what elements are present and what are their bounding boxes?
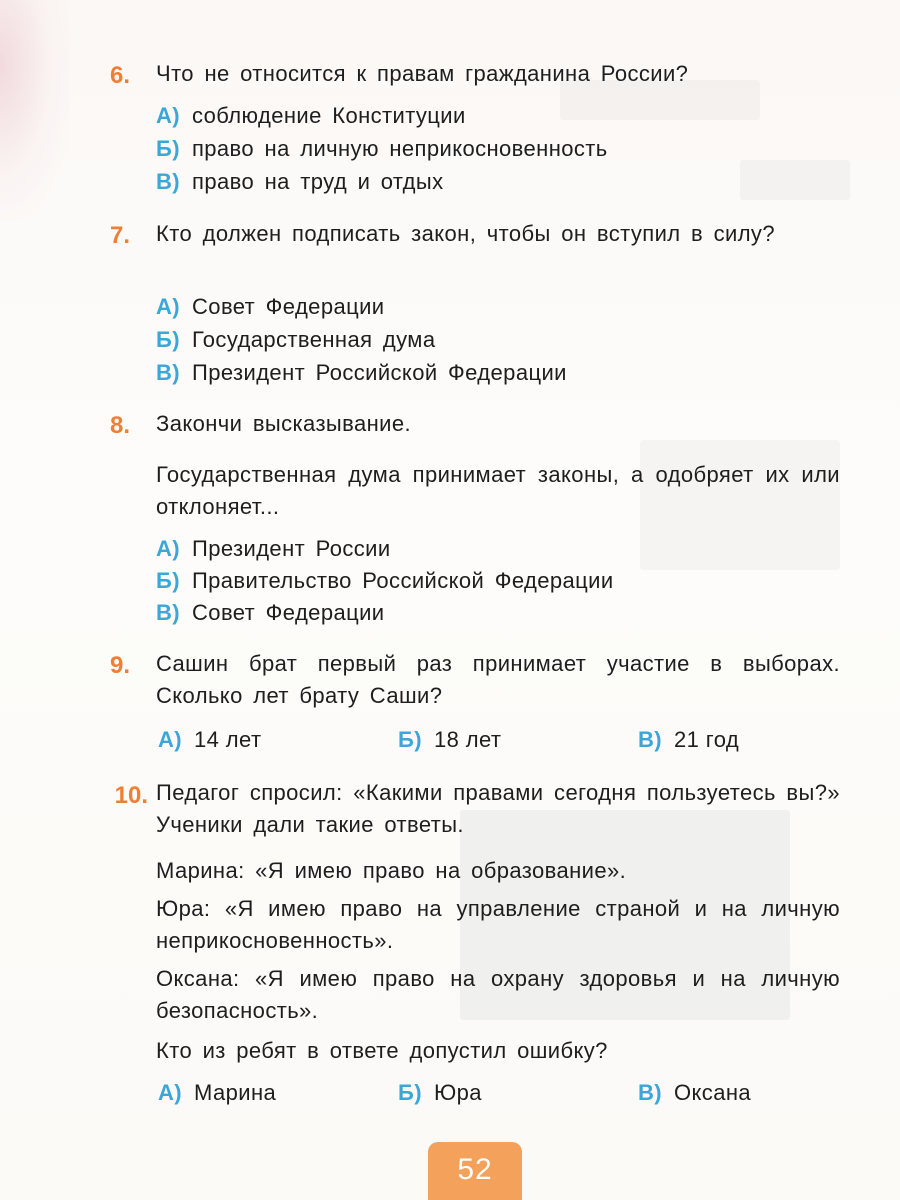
question-prompt: Кто из ребят в ответе допустил ошибку? bbox=[156, 1038, 608, 1063]
page-number: 52 bbox=[428, 1142, 522, 1200]
option-a[interactable] bbox=[156, 291, 384, 323]
option-text: Совет Федерации bbox=[192, 294, 385, 319]
option-b[interactable] bbox=[156, 565, 614, 597]
option-text: Государственная дума bbox=[191, 327, 436, 352]
option-c[interactable] bbox=[156, 357, 567, 389]
option-text: Совет Федерации bbox=[192, 600, 385, 625]
option-letter: Б) bbox=[398, 1080, 422, 1105]
decorative-corner bbox=[0, 0, 70, 220]
option-text: Правительство Российской Федерации bbox=[191, 568, 614, 593]
option-letter: А) bbox=[158, 727, 183, 752]
option-letter: А) bbox=[156, 536, 181, 561]
option-b[interactable] bbox=[398, 1077, 482, 1109]
option-letter: В) bbox=[156, 169, 181, 194]
option-b[interactable] bbox=[156, 324, 435, 356]
option-a[interactable] bbox=[156, 100, 466, 132]
question-number: 8. bbox=[109, 412, 130, 439]
question-text: Закончи высказывание. bbox=[156, 411, 412, 436]
option-text: Президент Российской Федерации bbox=[192, 360, 567, 385]
student-answer-oksana: Оксана: «Я имею право на охрану здоровья и на личную безопасность». bbox=[156, 966, 840, 1023]
option-letter: А) bbox=[158, 1080, 183, 1105]
option-letter: Б) bbox=[398, 727, 422, 752]
option-letter: В) bbox=[638, 727, 663, 752]
question-text: Сашин брат первый раз принимает участие в выборах. Сколько лет брату Саши? bbox=[156, 651, 840, 708]
option-letter: В) bbox=[156, 360, 181, 385]
question-statement: Государственная дума принимает законы, а одобряет их или отклоняет... bbox=[156, 462, 840, 519]
option-text: Президент России bbox=[192, 536, 391, 561]
option-text: соблюдение Конституции bbox=[192, 103, 466, 128]
question-number: 9. bbox=[109, 652, 130, 679]
question-number: 7. bbox=[109, 222, 130, 249]
option-text: Юра bbox=[433, 1080, 482, 1105]
option-c[interactable] bbox=[638, 1077, 751, 1109]
option-a[interactable] bbox=[158, 724, 261, 756]
student-answer-marina: Марина: «Я имею право на образование». bbox=[156, 858, 627, 883]
option-text: 14 лет bbox=[194, 727, 262, 752]
option-b[interactable] bbox=[156, 133, 608, 165]
option-text: Марина bbox=[194, 1080, 277, 1105]
question-text: Что не относится к правам гражданина России? bbox=[156, 61, 689, 86]
option-text: 18 лет bbox=[433, 727, 502, 752]
student-answer-yura: Юра: «Я имею право на управление страной и на личную неприкосновенность». bbox=[156, 896, 840, 953]
option-letter: Б) bbox=[156, 136, 180, 161]
bleed-through-ghost bbox=[740, 160, 850, 200]
option-text: право на труд и отдых bbox=[192, 169, 444, 194]
option-letter: Б) bbox=[156, 568, 180, 593]
option-a[interactable] bbox=[158, 1077, 276, 1109]
question-number: 6. bbox=[109, 62, 130, 89]
option-text: 21 год bbox=[674, 727, 740, 752]
option-text: Оксана bbox=[674, 1080, 752, 1105]
option-letter: Б) bbox=[156, 327, 180, 352]
option-letter: В) bbox=[638, 1080, 663, 1105]
question-text: Педагог спросил: «Какими правами сегодня пользуетесь вы?» Ученики дали такие ответы. bbox=[156, 780, 840, 837]
option-letter: В) bbox=[156, 600, 181, 625]
option-letter: А) bbox=[156, 103, 181, 128]
option-letter: А) bbox=[156, 294, 181, 319]
option-c[interactable] bbox=[156, 597, 384, 629]
option-c[interactable] bbox=[156, 166, 444, 198]
question-text: Кто должен подписать закон, чтобы он вступил в силу? bbox=[156, 221, 775, 246]
question-number: 10. bbox=[114, 782, 148, 809]
option-text: право на личную неприкосновенность bbox=[191, 136, 608, 161]
option-b[interactable] bbox=[398, 724, 501, 756]
option-a[interactable] bbox=[156, 533, 391, 565]
option-c[interactable] bbox=[638, 724, 739, 756]
